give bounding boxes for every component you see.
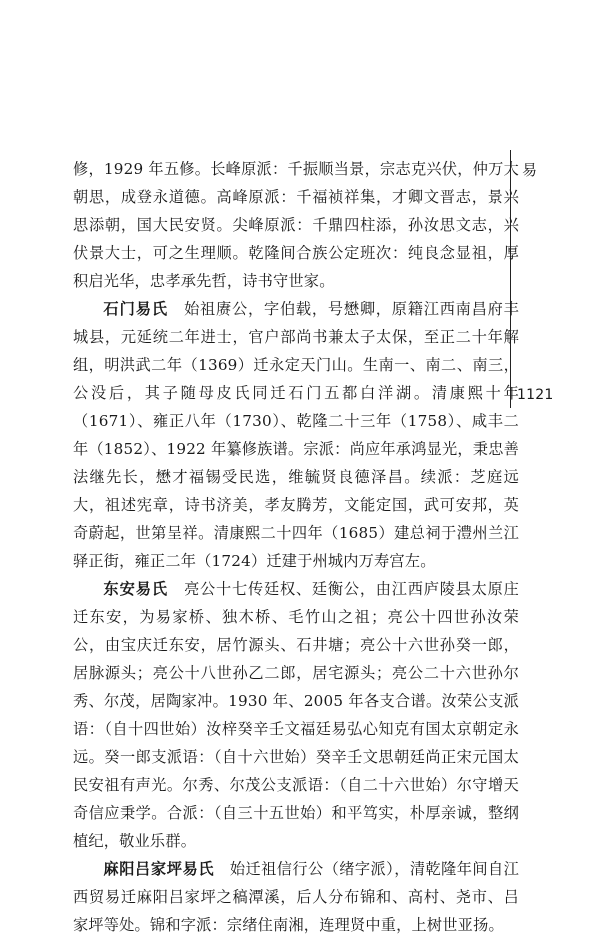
- paragraph-shimen-yi: [73, 295, 519, 575]
- paragraph-mayang-lvjiaping-yi: [73, 855, 519, 939]
- page-number: 1121: [517, 387, 554, 403]
- entry-heading: 东安易氏: [103, 580, 169, 598]
- section-marker: 易: [522, 161, 538, 179]
- paragraph-text: 始祖赓公，字伯载，号懋卿，原籍江西南昌府丰城县，元延统二年进士，官户部尚书兼太子太保，至正二十年解组，明洪武二年（1369）迁永定天门山。生南一、南二、南三，公没后，其子随母皮氏同迁石门五都白洋湖。清康熙十年（1671）、雍正八年（1730）、乾隆二十三年（1758）、咸丰二年（1852）、1922 年纂修族谱。宗派：尚应年承鸿显光，秉忠善法继先长，懋才福锡受民选，维毓贤良德泽昌。续派：芝庭远大，祖述宪章，诗书济美，孝友腾芳，文能定国，武可安邦，英奇蔚起，世第呈祥。清康熙二十四年（1685）建总祠于澧州兰江驿正街，雍正二年（1724）迁建于州城内万寿宫左。: [73, 300, 519, 570]
- entry-heading: 麻阳吕家坪易氏: [103, 860, 215, 878]
- paragraph-text: 始迁祖信行公（绪字派），清乾隆年间自江西贸易迁麻阳吕家坪之稿潭溪，后人分布锦和、高村、尧市、吕家坪等处。锦和字派：宗绪住南湘，连理贤中重，上树世亚扬。: [73, 860, 519, 934]
- page-body: [73, 155, 519, 939]
- paragraph-dongan-yi: [73, 575, 519, 855]
- paragraph-continuation: [73, 155, 519, 295]
- paragraph-text: 修，1929 年五修。长峰原派：千振顺当景，宗志克兴伏，仲万大朝思，成登永道德。高峰原派：千福祯祥集，才卿文晋志，景兴思添朝，国大民安贤。尖峰原派：千鼎四柱添，孙汝思文志，兴伏景大士，可之生理顺。乾隆间合族公定班次：纯良念显祖，厚积启光华，忠孝承先哲，诗书守世家。: [73, 160, 519, 290]
- paragraph-text: 亮公十七传廷权、廷衡公，由江西庐陵县太原庄迁东安，为易家桥、独木桥、毛竹山之祖；亮公十四世孙汝荣公，由宝庆迁东安，居竹源头、石井塘；亮公十六世孙癸一郎，居脉源头；亮公十八世孙乙二郎，居宅源头；亮公二十六世孙尔秀、尔茂，居陶家冲。1930 年、2005 年各支合谱。汝荣公支派语：（自十四世始）汝梓癸辛壬文福廷易弘心知克有国太京朝定永远。癸一郎支派语：（自十六世始）癸辛壬文思朝廷尚正宋元国太民安祖有声光。尔秀、尔茂公支派语：（自二十六世始）尔守增天奇信应秉学。合派：（自三十五世始）和平笃实，朴厚亲诚，整纲植纪，敬业乐群。: [73, 580, 519, 850]
- entry-heading: 石门易氏: [103, 300, 169, 318]
